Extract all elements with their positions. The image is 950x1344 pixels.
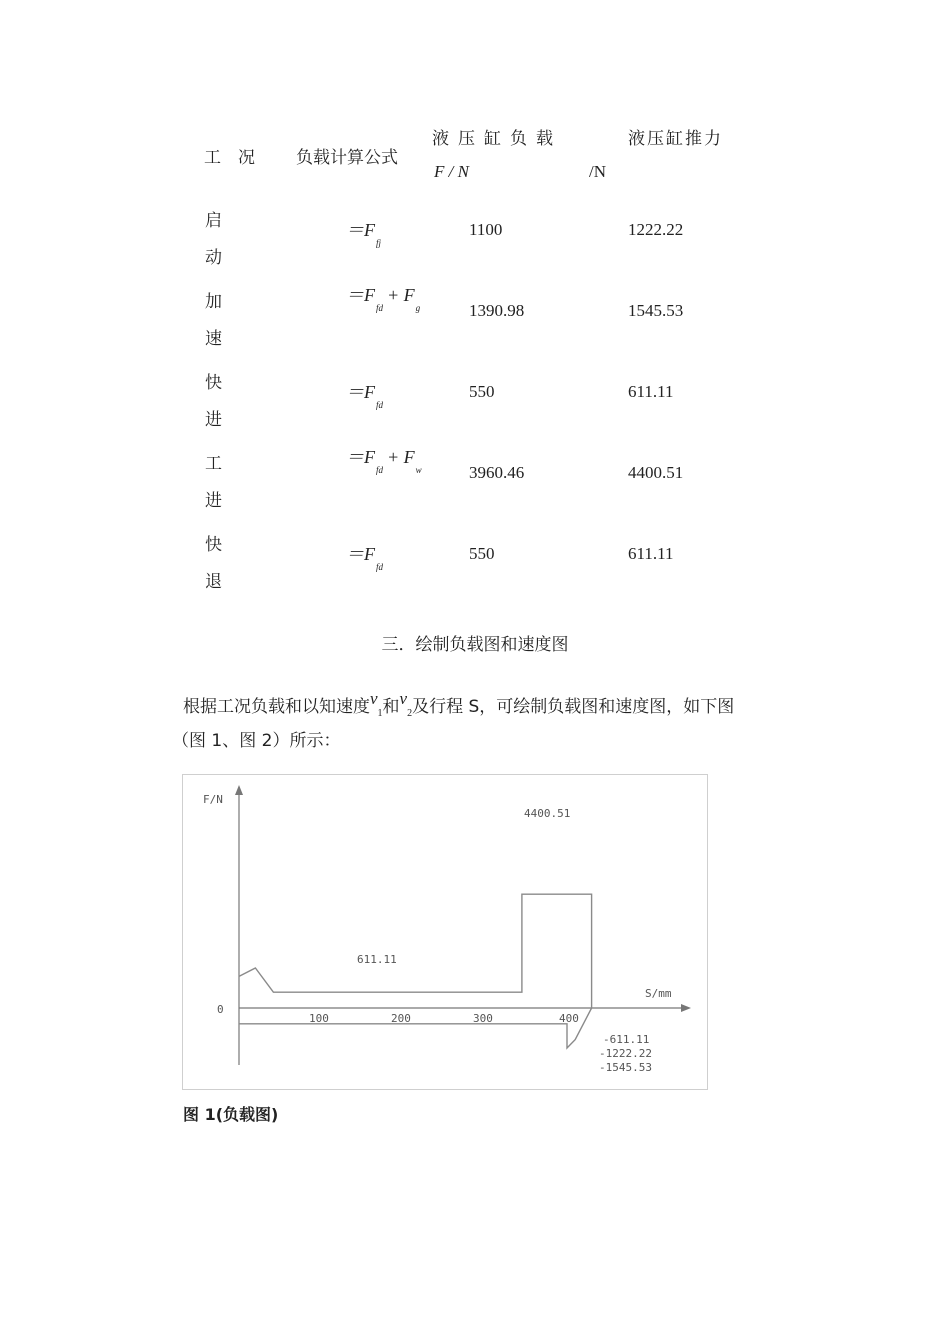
formula-prefix: ＝F <box>346 220 375 240</box>
load-chart-svg <box>183 775 707 1089</box>
row-thrust-value: 611.11 <box>628 382 674 401</box>
section-title: 三．绘制负载图和速度图 <box>381 635 569 655</box>
annotation-fast-return: -611.11 <box>603 1033 650 1046</box>
load-chart <box>182 774 708 1090</box>
header-formula: 负载计算公式 <box>296 148 398 168</box>
row-thrust-value: 1545.53 <box>628 301 684 320</box>
origin-label: 0 <box>217 1003 224 1016</box>
x-tick-label: 100 <box>309 1012 329 1025</box>
v2-symbol: v <box>399 689 408 708</box>
row-thrust-value: 611.11 <box>628 544 674 563</box>
chart-labels <box>203 793 672 1074</box>
x-tick-label: 300 <box>473 1012 493 1025</box>
header-thrust: 液压缸推力 <box>628 129 723 149</box>
paragraph-text-1: 根据工况负载和以知速度 <box>183 697 370 717</box>
row-load-value: 1100 <box>469 220 503 239</box>
row-load-value: 550 <box>469 382 495 401</box>
row-condition-char-2: 速 <box>205 329 222 349</box>
formula-plus-term: + F <box>387 285 415 305</box>
header-load: 液压缸负载 <box>432 129 562 149</box>
row-formula <box>346 443 422 475</box>
row-load-value: 1390.98 <box>469 301 525 320</box>
row-thrust-value: 1222.22 <box>628 220 684 239</box>
header-load-unit-symbol: F / N <box>434 162 469 181</box>
annotation-work-feed: 4400.51 <box>524 807 571 820</box>
row-condition-char-2: 退 <box>205 572 222 592</box>
formula-prefix: ＝F <box>346 447 375 467</box>
row-load-value: 3960.46 <box>469 463 525 482</box>
row-formula <box>346 540 384 572</box>
formula-subscript-2: w <box>415 465 422 475</box>
chart-axes <box>235 785 691 1065</box>
x-axis-label: S/mm <box>645 987 672 1000</box>
row-condition-char-2: 动 <box>205 248 222 268</box>
formula-subscript-1: fd <box>376 562 384 572</box>
x-tick-label: 200 <box>391 1012 411 1025</box>
x-tick-label: 400 <box>559 1012 579 1025</box>
v1-symbol: v <box>370 689 378 708</box>
formula-subscript-1: fd <box>376 303 384 313</box>
formula-prefix: ＝F <box>346 544 375 564</box>
forward-load-line <box>239 894 592 1008</box>
x-axis-arrow <box>681 1004 691 1012</box>
row-condition-char-1: 启 <box>205 211 222 231</box>
formula-subscript-1: fd <box>376 400 384 410</box>
row-formula <box>346 216 382 248</box>
formula-subscript-1: fd <box>376 465 384 475</box>
figure-caption: 图 1(负载图) <box>183 1105 279 1124</box>
row-formula <box>346 281 421 313</box>
formula-prefix: ＝F <box>346 382 375 402</box>
row-thrust-value: 4400.51 <box>628 463 684 482</box>
paragraph-and: 和 <box>382 697 400 717</box>
return-load-line <box>239 1008 592 1048</box>
y-axis-label: F/N <box>203 793 223 806</box>
row-condition-char-2: 进 <box>205 491 222 511</box>
annotation-fast-forward: 611.11 <box>357 953 397 966</box>
v2-subscript: 2 <box>407 708 413 719</box>
formula-subscript-1: fj <box>376 238 382 248</box>
chart-marks <box>239 894 592 1048</box>
row-condition-char-1: 快 <box>205 535 222 555</box>
y-axis-arrow <box>235 785 243 795</box>
header-load-unit: /N <box>589 162 606 181</box>
annotation-start: -1222.22 <box>599 1047 652 1060</box>
paragraph-text-2: 及行程 S，可绘制负载图和速度图，如下图 <box>412 697 735 717</box>
annotation-accel: -1545.53 <box>599 1061 652 1074</box>
formula-prefix: ＝F <box>346 285 375 305</box>
paragraph-line-2: （图 1、图 2）所示： <box>172 731 341 751</box>
row-condition-char-1: 加 <box>205 292 222 312</box>
row-formula <box>346 378 384 410</box>
v1-subscript: 1 <box>377 708 383 719</box>
formula-plus-term: + F <box>387 447 415 467</box>
row-load-value: 550 <box>469 544 495 563</box>
header-condition: 工 况 <box>204 148 255 168</box>
formula-subscript-2: g <box>415 303 421 313</box>
row-condition-char-1: 工 <box>205 454 222 474</box>
paragraph-line-1 <box>183 690 734 727</box>
row-condition-char-1: 快 <box>205 373 222 393</box>
row-condition-char-2: 进 <box>205 410 222 430</box>
